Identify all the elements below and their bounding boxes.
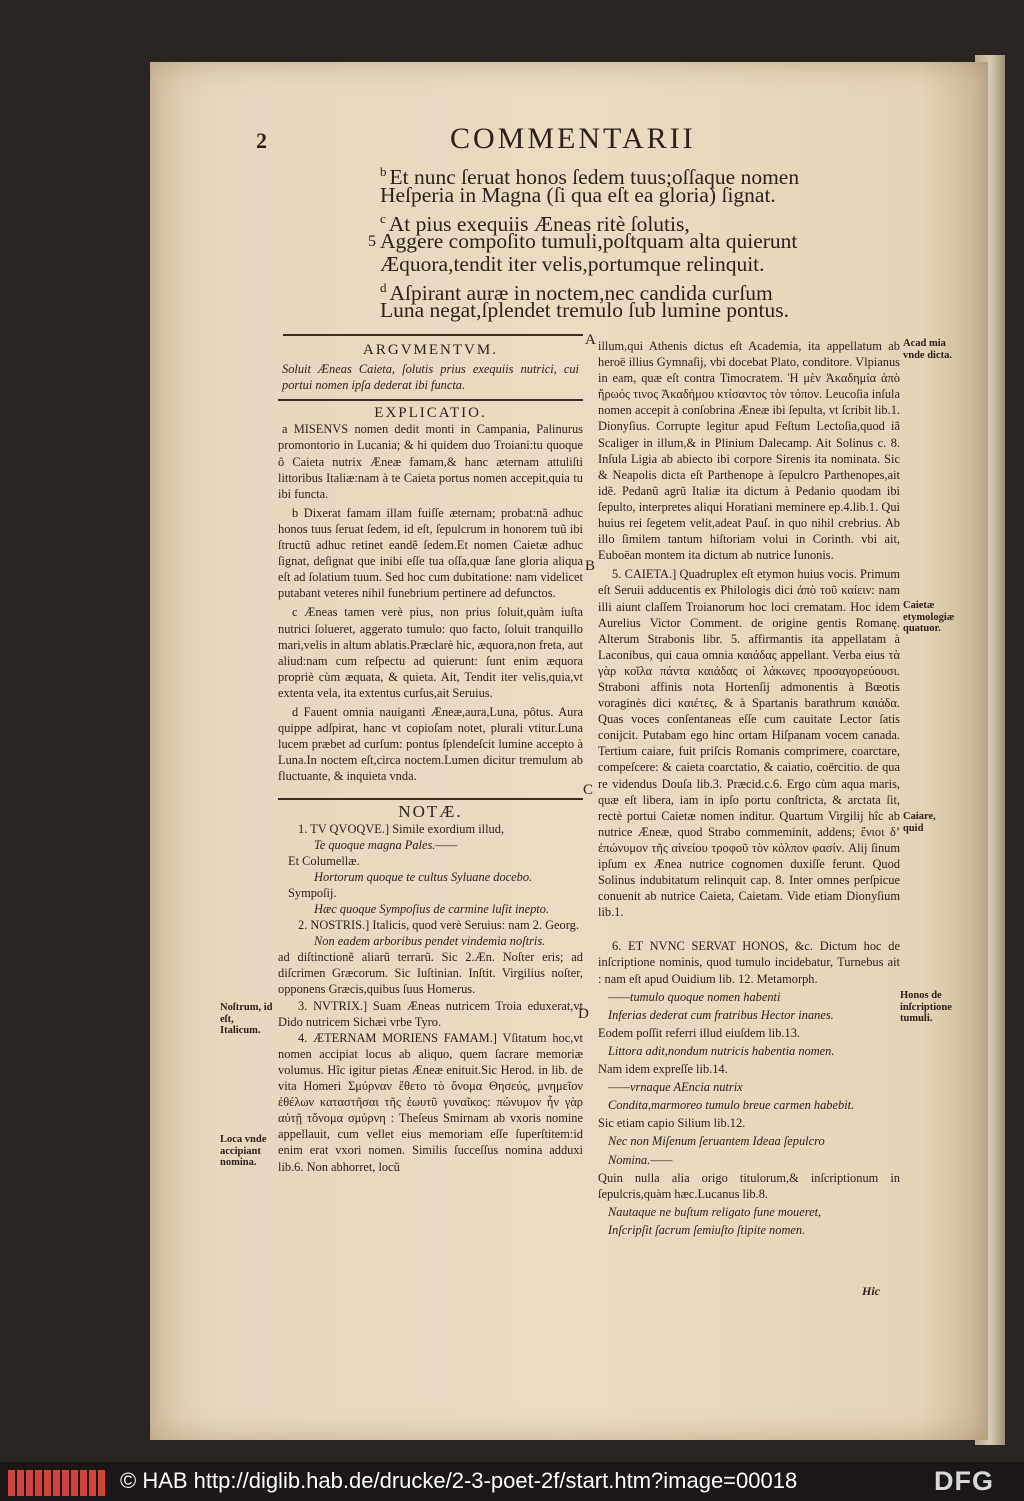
running-head: COMMENTARII bbox=[450, 122, 696, 155]
note-line: 1. TV QVOQVE.] Simile exordium illud, bbox=[298, 821, 505, 836]
note-line: 3. NVTRIX.] Suam Æneas nutricem Troia eduxerat,vt Dido nutricem Sichæi vrbe Tyro. bbox=[278, 998, 583, 1029]
explicatio-paragraph: a MISENVS nomen dedit monti in Campania, Palinurus promontorio in Lucania; & hi quidem duo Troiani:tu quoque ô Caieta nutrix Æneæ famam,& hanc æternam attuliſti littoribus Italiæ:nam à te Caieta portus nomen accepit,quia tu ibi functa. bbox=[278, 422, 583, 501]
margin-note-caieta: Caietæ etymologiæ quatuor. bbox=[903, 600, 955, 634]
divider-rule bbox=[278, 798, 583, 800]
note-line: 4. ÆTERNAM MORIENS FAMAM.] Vſitatum hoc,vt nomen accipiat locus ab aliquo, quem ſacrare memoriæ volumus. Hîc igitur pietas Æneæ enituit.Sic Herod. in lib. de vita Homeri Σμύρναν ἔθετο τὸ ὄνομα Θησεύς, μνημεῖον ἐθέλων καταστῆσαι τῆς ἑωυτῦ γυναῖκος: πώνυμον ἦν γὰρ αὐτῇ τὄνομα σμύρνη : Theſeus Smirnam ab vxoris nomine appellauit, cum vellet eius memoriam eſſe ſuperſtitem:id enim erat vxori nomen. Similis ſucceſſus nomina adduxi lib.6. Non abhorret, locũ bbox=[278, 1030, 583, 1174]
explicatio-paragraph: b Dixerat famam illam fuiſſe æternam; probat:nã adhuc honos tuus ſeruat ſedem, id eſt, ſepulcrum in honorem tuũ ibi ſtructũ adhuc retinet eandẽ ſedem.Et nomen Caietæ adhuc ſignat, deſignat que inibi eſſe tua oſſa,quæ ſane gloria aliqua eſt ad ſolatium tuum. Sed hoc cum dubitatione: nam videlicet putabant veteres nihil funebrium pertinere ad defunctos. bbox=[278, 505, 583, 601]
commentary-paragraph: 5. CAIETA.] Quadruplex eſt etymon huius vocis. Primum eſt Seruii adducentis ex Philologis dici ἀπὸ τοῦ καίειν: nam illi aiunt claſſem Troianorum hoc loci crematam. Hoc idem Aurelius Victor Comment. de origine gentis Romanę. Alterum Strabonis libr. 5. affirmantis ita appellatam à Laconibus, qui caua omnia καιάδας appellant. Verba eius τὰ γὰρ κοῖλα πάντα καιάδας οἱ λάκωνες προσαγορεύουσι. Straboni affinis nota Hortenſij admonentis à Bœotis voraginès dici καιέτες, & à Spartanis barathrum καιάδα. Quas voces conſentaneas eſſe cum cauitate Lector ſatis conijcit. Putabam ego hinc ortam Hiſpanam vocem canada. Tertium caiare, fuit priſcis Romanis comprimere, coarctare, compeſcere: & caieta coarctatio, & caiatio, coërcitio. de qua re videndus Douſa lib.3. Præcid.c.6. Ergo cùm aqua maris, quæ eſt libera, iam in ipſo portu conſtricta, & arctata ſit, rectè portui Caietæ nomen inditur. Quartum Virgilij hîc ab nutrice Æneæ, quod Strabo commeminit, addens; ἔνιοι δ’ ἐπώνυμον τῆς αἰνείου τροφοῦ τὸν κόλπον φασίν. Alij ſinum ipſum ex Ænea nutrice cognomen duxiſſe ferunt. Quod Solinus indubitatum relinquit cap. 8. Inter omnes perſpicue conuenit ab nutrice Caieta, Caietam. Vide etiam Dionyſium lib.1. bbox=[598, 567, 900, 920]
quotation-line: Inſcripſit ſacrum ſemiuſto ſtipite nomen. bbox=[608, 1222, 806, 1237]
verse-line bbox=[380, 184, 820, 207]
divider-rule bbox=[278, 399, 583, 401]
note-quote: Hæc quoque Sympoſius de carmine luſit inepto. bbox=[314, 902, 550, 916]
quotation-block bbox=[598, 989, 900, 1238]
note-line: Et Columellæ. bbox=[288, 853, 360, 868]
verse-marker: c bbox=[380, 211, 386, 226]
quotation-line: Condita,marmoreo tumulo breue carmen habebit. bbox=[608, 1098, 855, 1113]
verse-text: Aſpirant auræ in noctem,nec candida curſum bbox=[389, 281, 773, 306]
verse-number: 5 bbox=[368, 233, 376, 250]
margin-note-caiare: Caiare, quid bbox=[903, 811, 936, 834]
folio-number: 2 bbox=[256, 128, 267, 153]
section-letter: B bbox=[585, 558, 596, 574]
copyright-text: © HAB http://diglib.hab.de/drucke/2-3-poet-2f/start.htm?image=00018 bbox=[120, 1468, 798, 1493]
verse-text: Æquora,tendit iter velis,portumque relinquit. bbox=[380, 252, 765, 276]
margin-note-honos: Honos de inſcriptione tumuli. bbox=[900, 990, 952, 1024]
commentary-line: Nam idem expreſſe lib.14. bbox=[598, 1062, 728, 1077]
right-column bbox=[598, 338, 900, 1238]
section-letter: A bbox=[585, 332, 596, 348]
verse-marker: b bbox=[380, 164, 387, 179]
verse-text: Luna negat,ſplendet tremulo ſub lumine pontus. bbox=[380, 298, 790, 322]
dfg-logo: DFG bbox=[934, 1466, 994, 1496]
quotation-line: Nec non Miſenum ſeruantem Ideaa ſepulcro bbox=[608, 1134, 825, 1149]
commentary-line: Sic etiam capio Silium lib.12. bbox=[598, 1116, 746, 1131]
quotation-line: ——vrnaque AEncia nutrix bbox=[608, 1080, 743, 1095]
margin-note-academia: Acad mia vnde dicta. bbox=[903, 338, 953, 361]
verse-line bbox=[380, 253, 820, 276]
note-quote: Non eadem arboribus pendet vindemia noſtris. bbox=[314, 934, 546, 949]
left-column bbox=[278, 342, 583, 1175]
quotation-line: Nomina.—— bbox=[608, 1152, 673, 1167]
notae-heading: NOTÆ. bbox=[398, 802, 463, 822]
verse-text: Et nunc ſeruat honos ſedem tuus;oſſaque nomen bbox=[389, 165, 800, 190]
verse-line bbox=[380, 299, 820, 322]
argumentum-text: Soluit Æneas Caieta, ſolutis prius exequiis nutrici, cui portui nomen ipſa dederat ibi functa. bbox=[282, 362, 579, 393]
section-letter: C bbox=[583, 782, 594, 798]
commentary-paragraph: 6. ET NVNC SERVAT HONOS, &c. Dictum hoc de inſcriptione nominis, quod tumulo incidebatur, Turnebus ait : nam eſt apud Ouidium lib. 12. Metamorph. bbox=[598, 939, 900, 986]
note-line: ad diſtinctionẽ aliarũ terrarũ. Sic 2.Æn. Noſter eris; ad diſcrimen Græcorum. Sic Iuſtinian. Inſtit. Virgilius noſter, opponens Græcis,quibus ſuus Homerus. bbox=[278, 950, 583, 997]
verse-text: Heſperia in Magna (ſi qua eſt ea gloria) ſignat. bbox=[380, 183, 776, 207]
commentary-line: Eodem poſſit referri illud eiuſdem lib.13. bbox=[598, 1025, 800, 1040]
commentary-line: Quin nulla alia origo titulorum,& inſcriptionum in ſepulcris,quàm hæc.Lucanus lib.8. bbox=[598, 1170, 900, 1201]
quotation-line: ——tumulo quoque nomen habenti bbox=[608, 989, 781, 1004]
margin-note-nostrum: Noſtrum, id eſt, Italicum. bbox=[220, 1002, 273, 1036]
argumentum-heading: ARGVMENTVM. bbox=[363, 342, 498, 358]
quotation-line: Littora adit,nondum nutricis habentia nomen. bbox=[608, 1043, 835, 1058]
explicatio-paragraph: c Æneas tamen verè pius, non prius ſoluit,quàm iuſta nutrici ſolueret, aggerato tumulo: quo facto, ſoluit tranquillo mari,velis in altum ablatis.Præclarè hic, æquora,non freta, aut aliud:nam cum reſpectu ad quierunt: ſunt enim æquora propriè cùm æquata, & quieta. Ait, Tendit iter velis,quia,vt extenta vela, ita extentus curſus,ait Seruius. bbox=[278, 605, 583, 700]
quotation-line: Nautaque ne buſtum religato fune moueret, bbox=[608, 1204, 822, 1219]
verse-marker: d bbox=[380, 280, 387, 295]
note-line: 2. NOSTRIS.] Italicis, quod verè Seruius: nam 2. Georg. bbox=[298, 918, 579, 933]
margin-note-loca: Loca vnde accipiant nomina. bbox=[220, 1134, 267, 1168]
note-quote: Te quoque magna Pales.—— bbox=[314, 837, 458, 852]
divider-rule bbox=[283, 334, 583, 336]
catchword: Hic bbox=[862, 1284, 880, 1298]
verse-text: Aggere compoſito tumuli,poſtquam alta quierunt bbox=[380, 229, 798, 253]
verse-line bbox=[380, 230, 820, 253]
note-line: Sympoſij. bbox=[288, 885, 337, 900]
section-letter: D bbox=[578, 1006, 589, 1022]
commentary-paragraph: illum,qui Athenis dictus eſt Academia, ita appellatum ab heroë illius Gymnaſij, vbi docebat Plato, conditore. Vlpianus in eam, quæ eſt contra Timocratem. Ἡ μὲν Ἀκαδημία ἀπὸ ἥρωός τινος Ἀκαδήμου κτίσαντος τὸν τόπον. Leucoſia inſula nomen accepit à conſobrina Æneæ ibi ſepulta, vt ſcribit lib.1. Dionyſius. Corrupte legitur apud Feſtum Lectoſia,quod iã Scaliger in illum,& in Plinium Dalecamp. Ait Solinus c. 8. Inſula Ligia ab abiecto ibi corpore Sirenis ita nominata. Sic & Neapolis dicta eſt Parthenope à ſepulcro Parthenopes,ait idẽ. Pedanũ agrũ Italiæ ita dictum à Pedanio quodam ibi ſepulto, interpretes aliqui Horatiani meminere ep.4.lib.1. Qui huius rei ſegetem velit,adeat Pauſ. in quo nihil crebrius. Ab illo ſimilem tantum hiſtoriam volui in Corinth. vbi ait, Euboëan montem ita dictum ab nutrice Iunonis. bbox=[598, 339, 900, 563]
explicatio-heading: EXPLICATIO. bbox=[374, 405, 487, 422]
explicatio-paragraph: d Fauent omnia nauiganti Æneæ,aura,Luna, pôtus. Aura quippe adſpirat, hanc vt copioſam notet, plurali vtitur.Luna lucem præbet ad curſum: pontus ſplendeſcit lumine accepto à Luna.In noctem eſt,circa noctem.Lumen dicitur tremulum ab fluctuante, & inquieta vnda. bbox=[278, 704, 583, 784]
verse-text: At pius exequiis Æneas ritè ſolutis, bbox=[388, 212, 690, 237]
note-quote: Hortorum quoque te cultus Syluane docebo. bbox=[314, 869, 533, 884]
color-scale-icon bbox=[8, 1470, 112, 1496]
quotation-line: Inferias dederat cum fratribus Hector inanes. bbox=[608, 1007, 834, 1022]
